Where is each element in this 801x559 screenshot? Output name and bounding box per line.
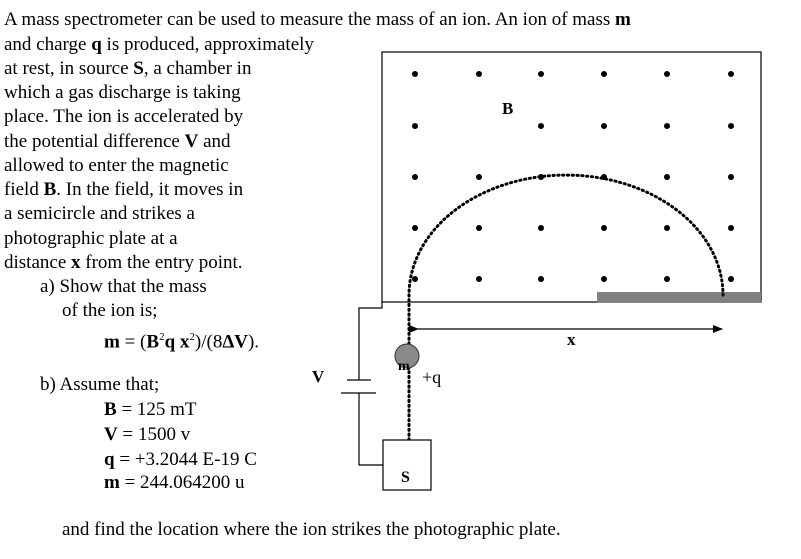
field-dot	[601, 123, 607, 129]
intro-line-4: which a gas discharge is taking	[4, 82, 241, 103]
field-dot	[538, 276, 544, 282]
field-dot	[601, 71, 607, 77]
field-dot	[728, 71, 734, 77]
field-dot	[538, 71, 544, 77]
ion-charge-label: +q	[422, 367, 442, 387]
field-dot	[538, 225, 544, 231]
field-dot	[476, 276, 482, 282]
part-a-line-1: a) Show that the mass	[40, 276, 207, 297]
field-dot	[728, 225, 734, 231]
intro-line-1: A mass spectrometer can be used to measure the mass of an ion. An ion of mass m	[4, 9, 631, 30]
field-dot	[601, 276, 607, 282]
field-dot	[728, 276, 734, 282]
field-dot	[412, 123, 418, 129]
accelerating-circuit	[341, 302, 383, 465]
intro-line-9: a semicircle and strikes a	[4, 203, 195, 224]
ion-mass-label: m	[398, 359, 410, 374]
photographic-plate	[597, 292, 761, 303]
given-B: B = 125 mT	[104, 399, 197, 420]
intro-line-3: at rest, in source S, a chamber in	[4, 58, 252, 79]
intro-line-8: field B. In the field, it moves in	[4, 179, 244, 200]
field-dot	[412, 276, 418, 282]
intro-line-11: distance x from the entry point.	[4, 252, 243, 273]
mass-formula: $m = (B^2q$ $x^2)/(8\Delta V)$.	[104, 331, 260, 353]
given-V: V = 1500 v	[104, 424, 191, 445]
field-dot	[476, 225, 482, 231]
final-instruction: and find the location where the ion strikes the photographic plate.	[62, 519, 561, 540]
field-dot	[664, 71, 670, 77]
field-dot	[476, 174, 482, 180]
field-dot	[664, 174, 670, 180]
given-q: q = +3.2044 E-19 C	[104, 449, 257, 470]
field-dot	[728, 123, 734, 129]
field-label-b: B	[502, 99, 514, 118]
field-dot	[412, 174, 418, 180]
intro-line-7: allowed to enter the magnetic	[4, 155, 229, 176]
field-dot	[412, 225, 418, 231]
ion-trajectory	[409, 175, 723, 440]
field-dot	[412, 71, 418, 77]
field-dot	[538, 123, 544, 129]
voltage-label-v: V	[312, 367, 325, 386]
part-a-line-2: of the ion is;	[62, 300, 158, 321]
intro-line-5: place. The ion is accelerated by	[4, 106, 244, 127]
source-label-s: S	[401, 469, 410, 486]
intro-line-2: and charge q is produced, approximately	[4, 34, 314, 55]
field-dot	[664, 276, 670, 282]
field-dot	[664, 225, 670, 231]
intro-line-6: the potential difference V and	[4, 131, 231, 152]
field-dot	[476, 71, 482, 77]
given-m: m = 244.064200 u	[104, 472, 245, 493]
intro-line-10: photographic plate at a	[4, 228, 178, 249]
field-region	[382, 52, 761, 302]
field-dot	[601, 225, 607, 231]
field-dot	[728, 174, 734, 180]
field-dot	[664, 123, 670, 129]
distance-label-x: x	[567, 330, 576, 349]
part-b-line-1: b) Assume that;	[40, 374, 160, 395]
